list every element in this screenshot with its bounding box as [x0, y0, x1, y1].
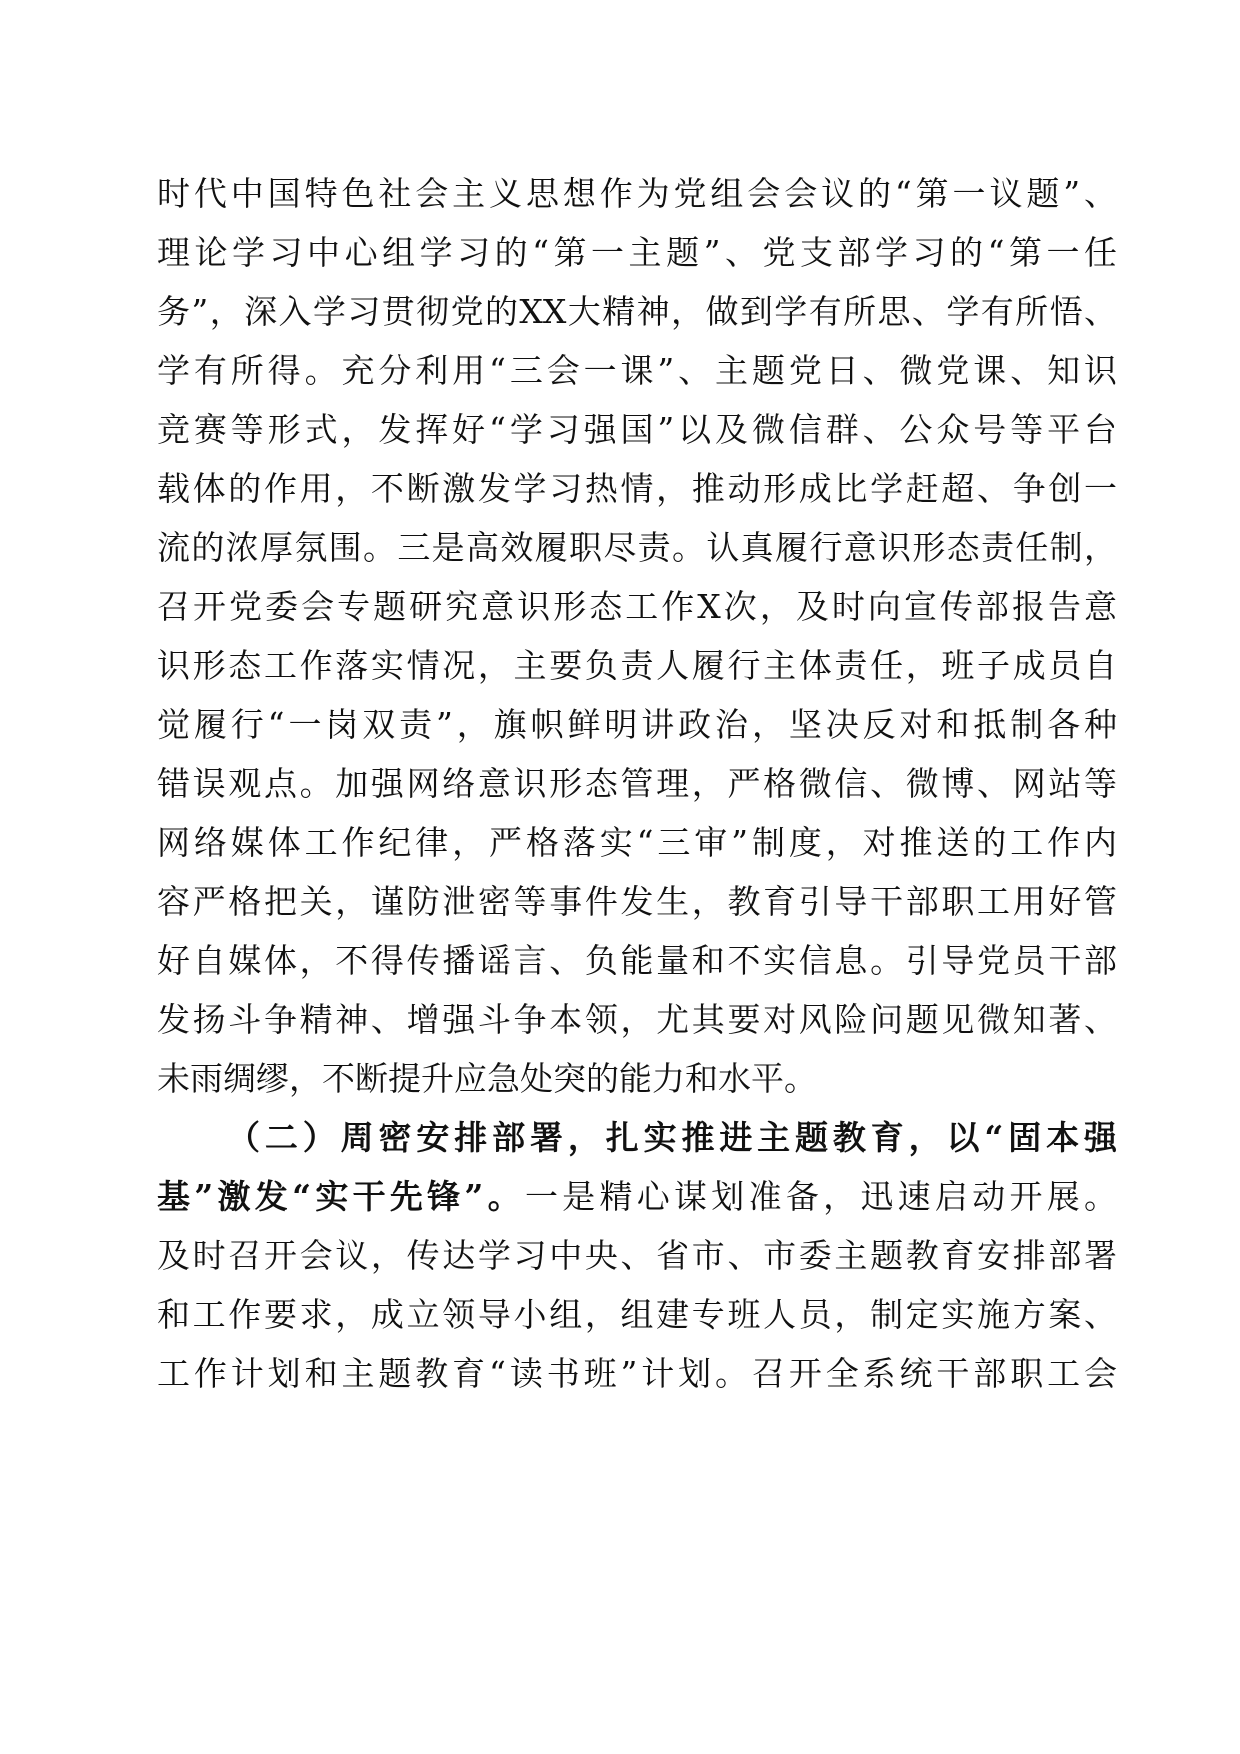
text-line: [157, 1167, 1117, 1226]
text-line: 理论学习中心组学习的“第一主题”、党支部学习的“第一任: [157, 233, 1117, 272]
text-line: 觉履行“一岗双责”，旗帜鲜明讲政治，坚决反对和抵制各种: [157, 705, 1117, 744]
text-line: 网络媒体工作纪律，严格落实“三审”制度，对推送的工作内: [157, 823, 1117, 862]
text-line: 工作计划和主题教育“读书班”计划。召开全系统干部职工会: [157, 1354, 1117, 1393]
text-line: 流的浓厚氛围。三是高效履职尽责。认真履行意识形态责任制，: [157, 528, 1117, 567]
text-line: 务”，深入学习贯彻党的XX大精神，做到学有所思、学有所悟、: [157, 292, 1117, 331]
text-line: 竞赛等形式，发挥好“学习强国”以及微信群、公众号等平台: [157, 410, 1117, 449]
text-line: 错误观点。加强网络意识形态管理，严格微信、微博、网站等: [157, 764, 1117, 803]
text-line: 容严格把关，谨防泄密等事件发生，教育引导干部职工用好管: [157, 882, 1117, 921]
text-run: 一是精心谋划准备，迅速启动开展。: [524, 1177, 1118, 1216]
text-line: 发扬斗争精神、增强斗争本领，尤其要对风险问题见微知著、: [157, 1000, 1117, 1039]
text-line: 召开党委会专题研究意识形态工作X次，及时向宣传部报告意: [157, 587, 1117, 626]
section-heading-continued: 基”激发“实干先锋”。: [157, 1177, 525, 1216]
text-line: 识形态工作落实情况，主要负责人履行主体责任，班子成员自: [157, 646, 1117, 685]
text-line: 及时召开会议，传达学习中央、省市、市委主题教育安排部署: [157, 1236, 1117, 1275]
text-line: 载体的作用，不断激发学习热情，推动形成比学赶超、争创一: [157, 469, 1117, 508]
text-line: 学有所得。充分利用“三会一课”、主题党日、微党课、知识: [157, 351, 1117, 390]
text-line: 和工作要求，成立领导小组，组建专班人员，制定实施方案、: [157, 1295, 1117, 1334]
text-line: 未雨绸缪，不断提升应急处突的能力和水平。: [157, 1059, 817, 1098]
text-line: 时代中国特色社会主义思想作为党组会会议的“第一议题”、: [157, 174, 1117, 213]
text-line: 好自媒体，不得传播谣言、负能量和不实信息。引导党员干部: [157, 941, 1117, 980]
body-text: [157, 164, 1117, 1403]
section-heading: （二）周密安排部署，扎实推进主题教育，以“固本强: [227, 1118, 1117, 1157]
